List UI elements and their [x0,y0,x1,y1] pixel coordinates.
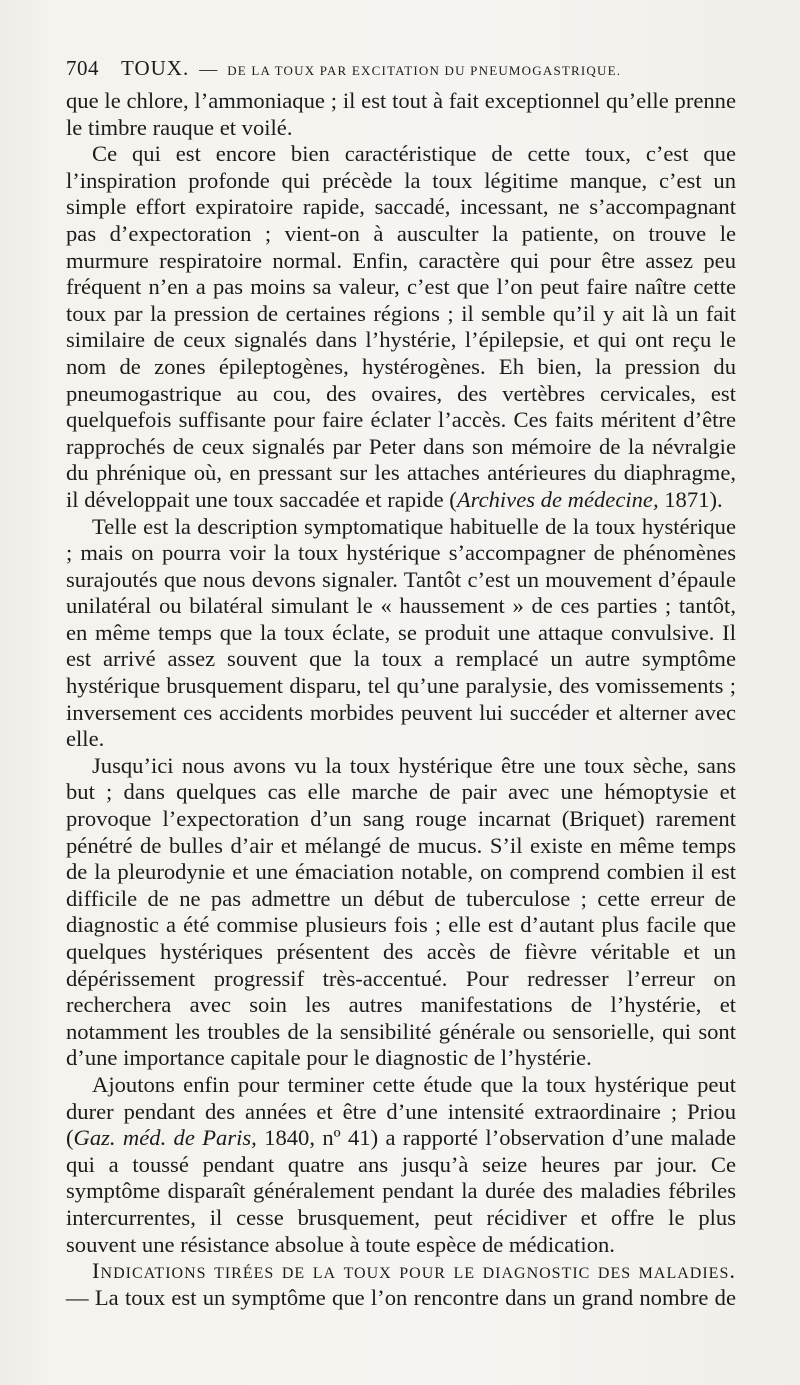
paragraph-5-citation: Gaz. méd. de Paris, [73,1125,257,1151]
running-header [66,56,746,86]
paragraph-5 [66,1072,736,1258]
paragraph-2-text: Ce qui est encore bien caractéristique de cette toux, c’est que l’inspiration profonde qui précède la toux légitime manque, c’est un simple effort expiratoire rapide, saccadé, incessant, ne s’accompagnant pas d’expectoration ; vient-on à ausculter la patiente, on trouve le murmure respiratoire normal. Enfin, caractère qui pour être assez peu fréquent n’en a pas moins sa valeur, c’est que l’on peut faire naître cette toux par la pression de certaines régions ; il semble qu’il y ait là un fait similaire de ceux signalés dans l’hystérie, l’épilepsie, et qui ont reçu le nom de zones épileptogènes, hystérogènes. Eh bien, la pression du pneumogastrique au cou, des ovaires, des vertèbres cervicales, est quelquefois suffisante pour faire éclater l’accès. Ces faits méritent d’être rapprochés de ceux signalés par Peter dans son mémoire de la névralgie du phrénique où, en pressant sur les attaches antérieures du diaphragme, il développait une toux saccadée et rapide ( [66,141,736,512]
paragraph-6 [66,1258,736,1311]
paragraph-2-end: 1871). [658,486,723,512]
paragraph-2 [66,141,736,513]
page-number: 704 [66,56,99,80]
running-subtitle: DE LA TOUX PAR EXCITATION DU PNEUMOGASTRIQUE. [227,63,622,78]
body-text [66,88,736,1311]
paragraph-6-text: La toux est un symptôme que l’on rencontre dans un grand nombre de [88,1284,736,1310]
paragraph-5-end: 1840, nº 41) a rapporté l’observation d’une malade qui a toussé pendant quatre ans jusqu’à seize heures par jour. Ce symptôme disparaît généralement pendant la durée des maladies fébriles intercurrentes, il cesse brusquement, peut récidiver et offre le plus souvent une résistance absolue à toute espèce de médication. [66,1125,736,1257]
paragraph-5-text: Ajoutons enfin pour terminer cette étude que la toux hystérique peut durer pendant des années et être d’une intensité extraordinaire ; Priou ( [66,1071,736,1151]
section-heading: Indications tirées de la toux pour le diagnostic des maladies. [92,1258,736,1284]
header-dash: — [199,59,218,79]
paragraph-4: Jusqu’ici nous avons vu la toux hystérique être une toux sèche, sans but ; dans quelques cas elle marche de pair avec une hémoptysie et provoque l’expectoration d’un sang rouge incarnat (Briquet) rarement pénétré de bulles d’air et mélangé de mucus. S’il existe en même temps de la pleurodynie et une émaciation notable, on comprend combien il est difficile de ne pas admettre un début de tuberculose ; cette erreur de diagnostic a été commise plusieurs fois ; elle est d’autant plus facile que quelques hystériques présentent des accès de fièvre véritable et un dépérissement progressif très-accentué. Pour redresser l’erreur on recherchera avec soin les autres manifestations de l’hystérie, et notamment les troubles de la sensibilité générale ou sensorielle, qui sont d’une importance capitale pour le diagnostic de l’hystérie. [66,752,736,1071]
paragraph-2-citation: Archives de médecine, [456,486,659,512]
running-title: TOUX. [121,56,190,80]
section-heading-dash: — [66,1284,89,1310]
paragraph-1: que le chlore, l’ammoniaque ; il est tout à fait exceptionnel qu’elle prenne le timbre rauque et voilé. [66,88,736,140]
paragraph-3: Telle est la description symptomatique habituelle de la toux hystérique ; mais on pourra voir la toux hystérique s’accompagner de phénomènes surajoutés que nous devons signaler. Tantôt c’est un mouvement d’épaule unilatéral ou bilatéral simulant le « haussement » de ces parties ; tantôt, en même temps que la toux éclate, se produit une attaque convulsive. Il est arrivé assez souvent que la toux a remplacé un autre symptôme hystérique brusquement disparu, tel qu’une paralysie, des vomissements ; inversement ces accidents morbides peuvent lui succéder et alterner avec elle. [66,513,736,752]
